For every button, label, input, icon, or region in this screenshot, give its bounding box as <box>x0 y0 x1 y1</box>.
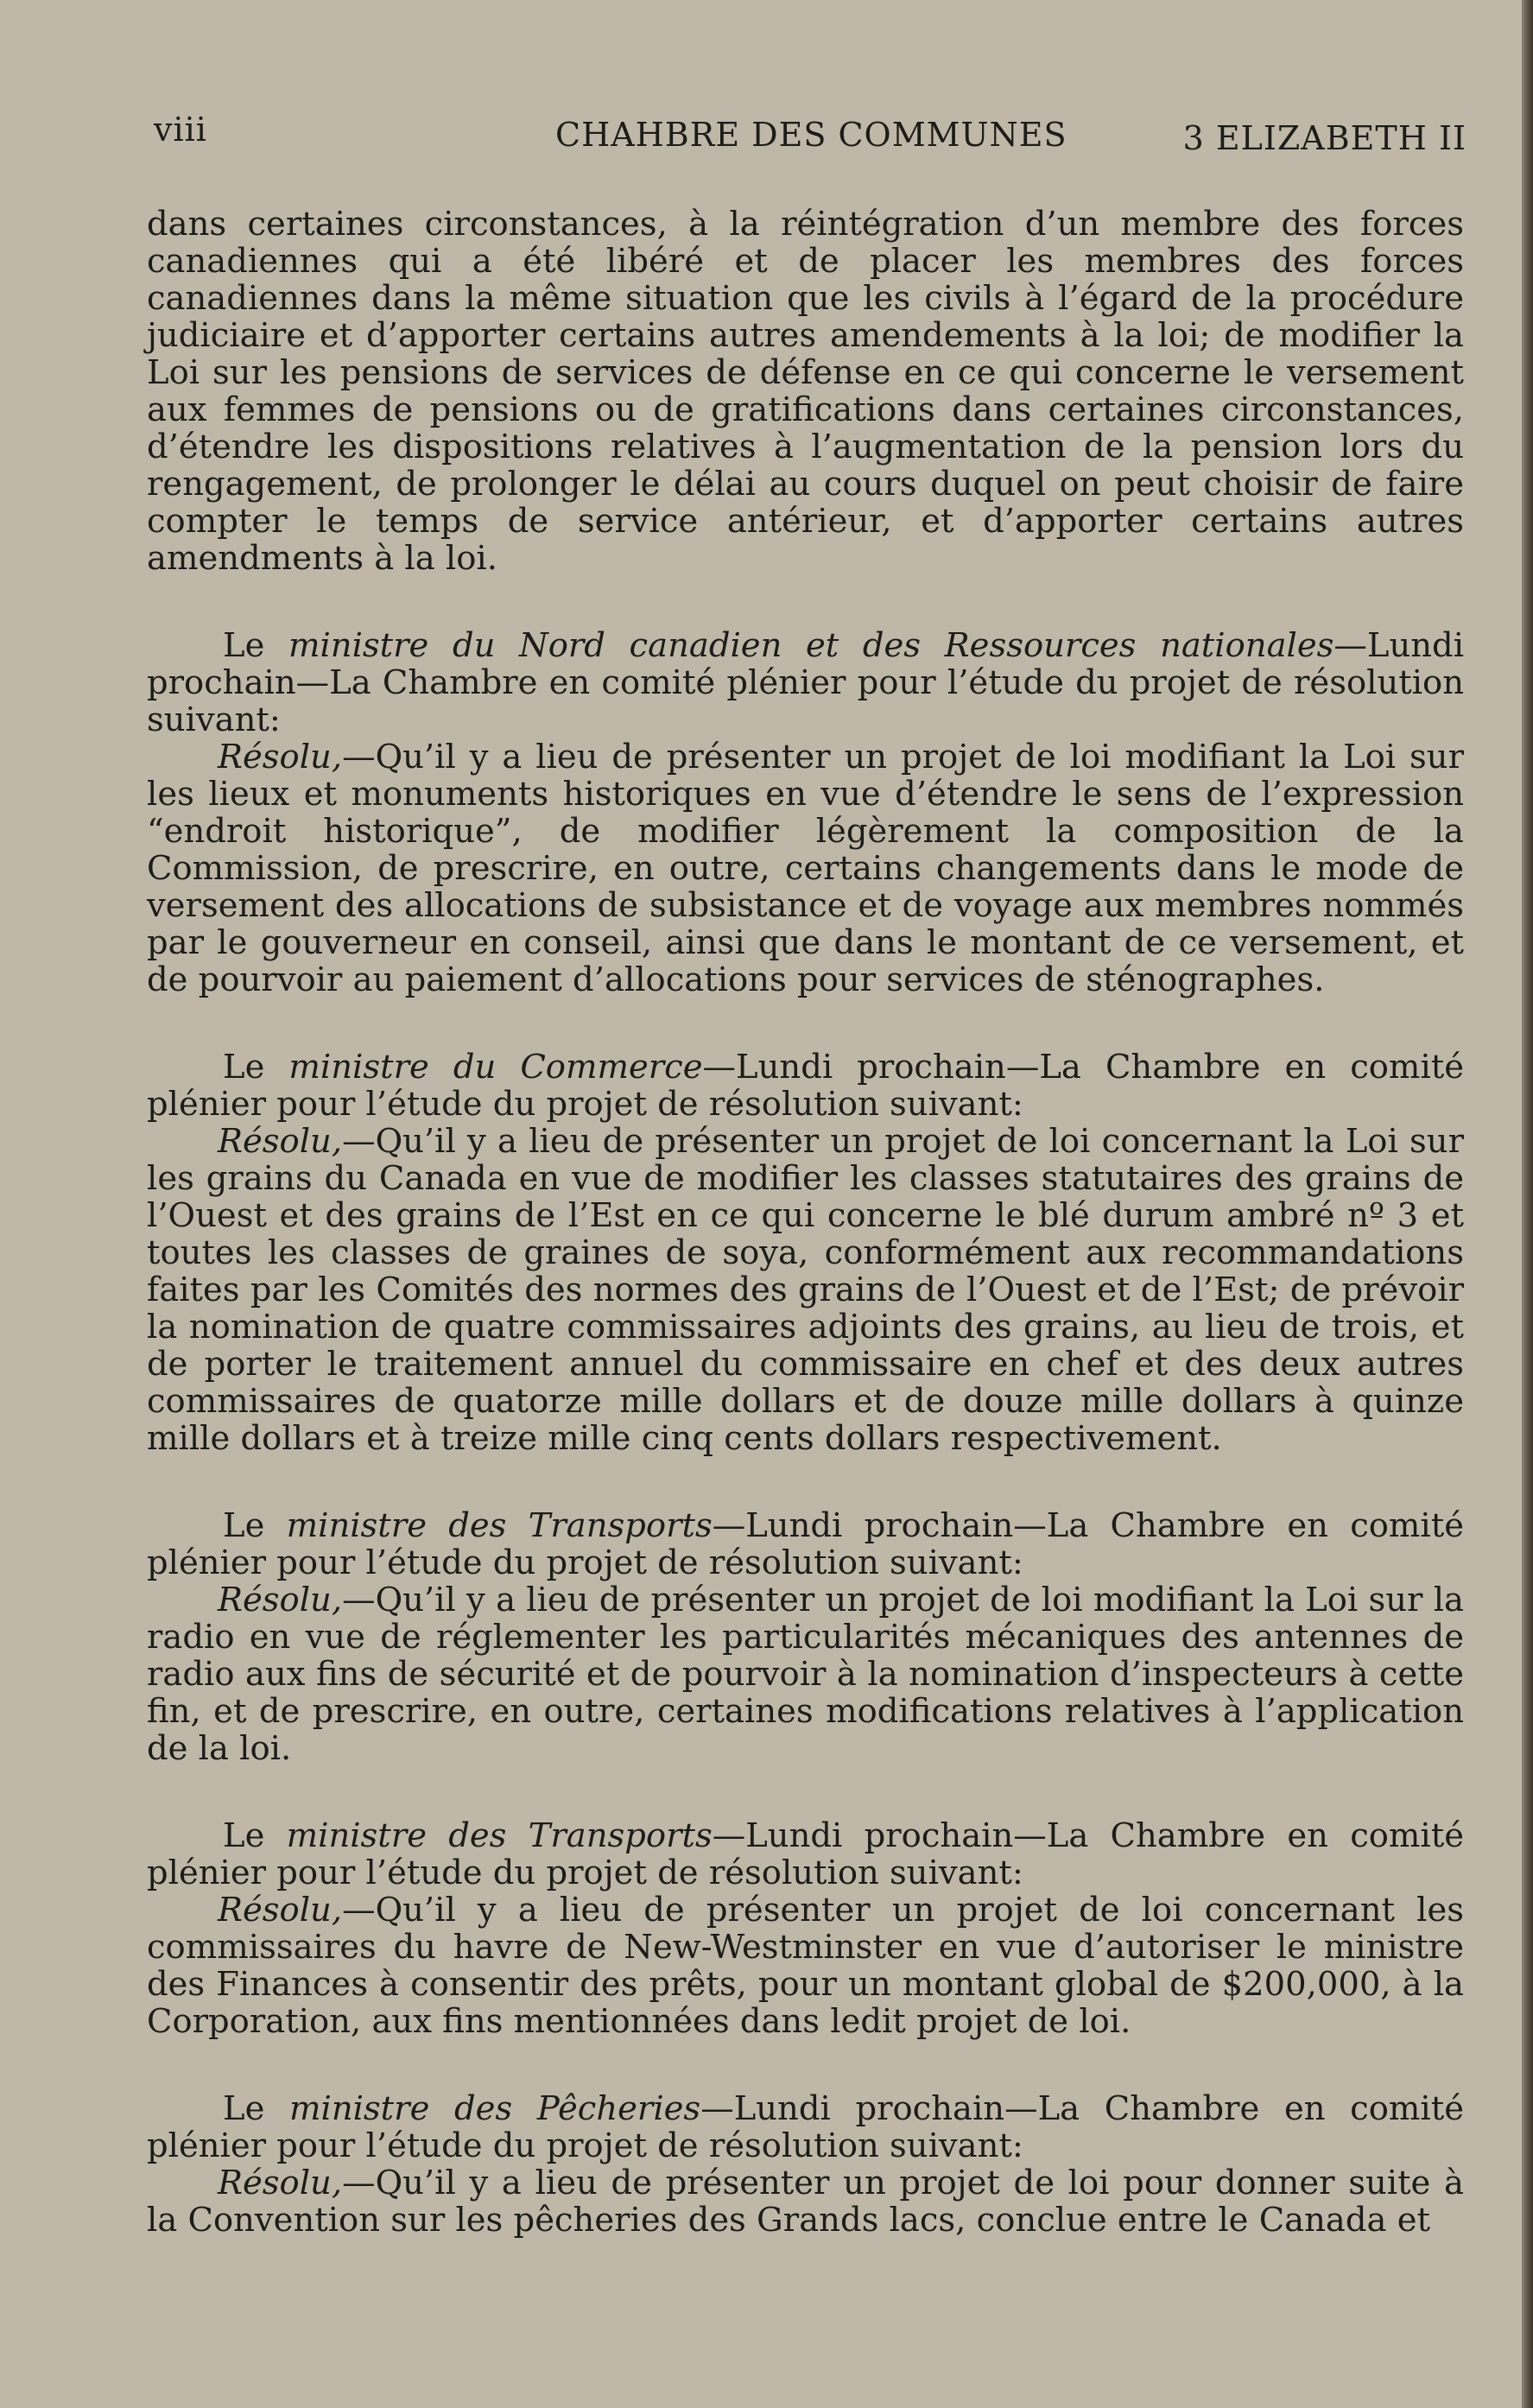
notice-text: —Lundi prochain—La Chambre en comité plénier pour l’étude du projet de résolution suivant: <box>147 1048 1465 1124</box>
minister-name: ministre des Pêcheries <box>289 2089 701 2128</box>
header-session: 3 ELIZABETH II <box>1182 119 1466 157</box>
resolved-label: Résolu, <box>218 738 343 776</box>
notice-paragraph: Le ministre du Nord canadien et des Ressources nationales—Lundi prochain—La Chambre en comité plénier pour l’étude du projet de résolution suivant: <box>147 626 1465 739</box>
notice-paragraph: Le ministre des Transports—Lundi prochain—La Chambre en comité plénier pour l’étude du projet de résolution suivant: <box>147 1816 1465 1892</box>
notice-block <box>147 1049 1464 1457</box>
minister-name: ministre du Nord canadien et des Ressources nationales <box>288 626 1334 665</box>
page-number: viii <box>154 111 207 149</box>
resolved-label: Résolu, <box>218 1581 343 1619</box>
resolved-label: Résolu, <box>218 1122 343 1161</box>
minister-name: ministre du Commerce <box>288 1048 703 1087</box>
page-edge-shadow <box>1522 0 1533 2408</box>
continued-paragraph <box>147 206 1464 577</box>
page-body <box>147 206 1464 2289</box>
notice-paragraph: Le ministre des Pêcheries—Lundi prochain—La Chambre en comité plénier pour l’étude du projet de résolution suivant: <box>147 2089 1464 2165</box>
resolved-label: Résolu, <box>218 1891 343 1930</box>
resolution-paragraph <box>147 2164 1464 2239</box>
resolution-paragraph <box>147 738 1464 998</box>
notice-block <box>147 1507 1464 1767</box>
notice-text: —Lundi prochain—La Chambre en comité plénier pour l’étude du projet de résolution suivant: <box>147 626 1465 739</box>
header-title: CHAHBRE DES COMMUNES <box>555 116 1067 154</box>
resolution-text: —Qu’il y a lieu de présenter un projet de loi pour donner suite à la Convention sur les pêcheries des Grands lacs, conclue entre le Canada et <box>147 2164 1464 2240</box>
resolution-text: —Qu’il y a lieu de présenter un projet de loi modifiant la Loi sur la radio en vue de réglementer les particularités mécaniques des antennes de radio aux fins de sécurité et de pourvoir à la nomination d’inspecteurs à cette fin, et de prescrire, en outre, certaines modifications relatives à l’application de la loi. <box>147 1581 1464 1768</box>
minister-name: ministre des Transports <box>286 1816 713 1855</box>
notice-block <box>147 627 1464 998</box>
resolution-paragraph <box>147 1892 1464 2040</box>
running-header <box>154 111 1466 162</box>
resolved-label: Résolu, <box>218 2164 343 2202</box>
notice-block <box>147 1817 1464 2040</box>
notice-block <box>147 2090 1464 2239</box>
notice-text: —Lundi prochain—La Chambre en comité plénier pour l’étude du projet de résolution suivant: <box>147 2089 1464 2165</box>
paragraph-text: dans certaines circonstances, à la réintégration d’un membre des forces canadiennes qui a été libéré et de placer les membres des forces canadiennes dans la même situation que les civils à l’égard de la procédure judiciaire et d’apporter certains autres amendements à la loi; de modifier la Loi sur les pensions de services de défense en ce qui concerne le versement aux femmes de pensions ou de gratifications dans certaines circonstances, d’étendre les dispositions relatives à l’augmentation de la pension lors du rengagement, de prolonger le délai au cours duquel on peut choisir de faire compter le temps de service antérieur, et d’apporter certains autres amendments à la loi. <box>147 205 1464 578</box>
resolution-paragraph <box>147 1123 1464 1457</box>
notice-text: —Lundi prochain—La Chambre en comité plénier pour l’étude du projet de résolution suivant: <box>147 1816 1465 1892</box>
resolution-text: —Qu’il y a lieu de présenter un projet de loi concernant les commissaires du havre de New-Westminster en vue d’autoriser le ministre des Finances à consentir des prêts, pour un montant global de $200,000, à la Corporation, aux fins mentionnées dans ledit projet de loi. <box>147 1891 1464 2041</box>
minister-name: ministre des Transports <box>286 1506 713 1545</box>
notice-text: —Lundi prochain—La Chambre en comité plénier pour l’étude du projet de résolution suivant: <box>147 1506 1465 1582</box>
notice-paragraph: Le ministre du Commerce—Lundi prochain—La Chambre en comité plénier pour l’étude du projet de résolution suivant: <box>147 1048 1465 1124</box>
notice-paragraph: Le ministre des Transports—Lundi prochain—La Chambre en comité plénier pour l’étude du projet de résolution suivant: <box>147 1506 1465 1582</box>
resolution-text: —Qu’il y a lieu de présenter un projet de loi modifiant la Loi sur les lieux et monuments historiques en vue d’étendre le sens de l’expression “endroit historique”, de modifier légèrement la composition de la Commission, de prescrire, en outre, certains changements dans le mode de versement des allocations de subsistance et de voyage aux membres nommés par le gouverneur en conseil, ainsi que dans le montant de ce versement, et de pourvoir au paiement d’allocations pour services de sténographes. <box>147 738 1464 999</box>
resolution-paragraph <box>147 1581 1464 1767</box>
resolution-text: —Qu’il y a lieu de présenter un projet de loi concernant la Loi sur les grains du Canada en vue de modifier les classes statutaires des grains de l’Ouest et des grains de l’Est en ce qui concerne le blé durum ambré nº 3 et toutes les classes de graines de soya, conformément aux recommandations faites par les Comités des normes des grains de l’Ouest et de l’Est; de prévoir la nomination de quatre commissaires adjoints des grains, au lieu de trois, et de porter le traitement annuel du commissaire en chef et des deux autres commissaires de quatorze mille dollars et de douze mille dollars à quinze mille dollars et à treize mille cinq cents dollars respectivement. <box>147 1122 1464 1458</box>
